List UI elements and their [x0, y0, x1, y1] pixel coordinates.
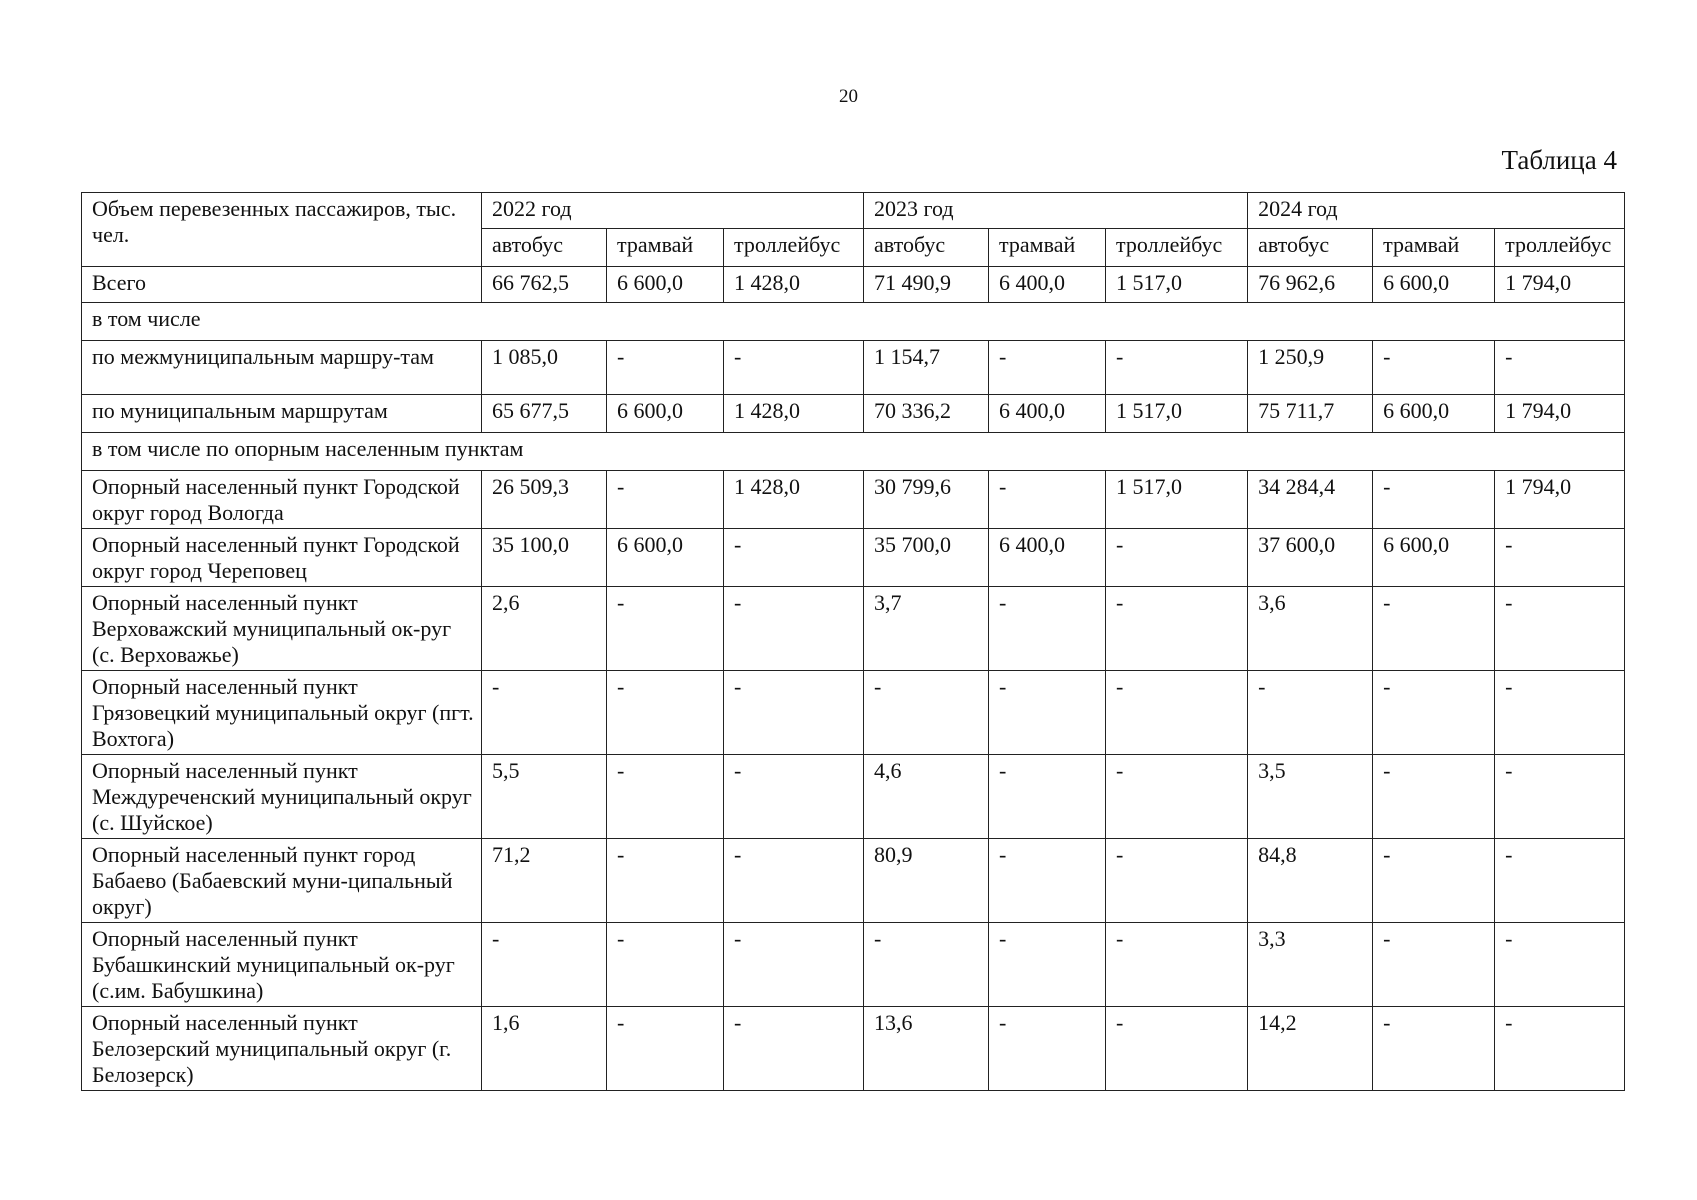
row-label: по межмуниципальным маршру-там	[82, 341, 482, 395]
table-cell: -	[607, 1007, 724, 1091]
table-cell: -	[1106, 1007, 1248, 1091]
table-cell: 6 400,0	[989, 267, 1106, 303]
table-cell: -	[1495, 671, 1625, 755]
row-label: по муниципальным маршрутам	[82, 395, 482, 433]
table-cell: -	[864, 671, 989, 755]
table-cell: -	[1373, 923, 1495, 1007]
table-cell: -	[607, 755, 724, 839]
table-cell: -	[1495, 923, 1625, 1007]
table-cell: 6 400,0	[989, 529, 1106, 587]
table-cell: 1 154,7	[864, 341, 989, 395]
table-cell: 1 428,0	[724, 471, 864, 529]
table-cell: -	[989, 587, 1106, 671]
table-cell: -	[1373, 471, 1495, 529]
table-cell: 71,2	[482, 839, 607, 923]
table-cell: -	[724, 671, 864, 755]
table-cell: 3,6	[1248, 587, 1373, 671]
table-row-including-hubs	[82, 433, 1625, 471]
table-cell: 3,5	[1248, 755, 1373, 839]
table-cell: 34 284,4	[1248, 471, 1373, 529]
table-cell: -	[989, 1007, 1106, 1091]
table-row-hub	[82, 755, 1625, 839]
row-label: Опорный населенный пункт Грязовецкий муниципальный округ (пгт. Вохтога)	[82, 671, 482, 755]
table-cell: 70 336,2	[864, 395, 989, 433]
table-cell: -	[1106, 529, 1248, 587]
passenger-volume-table	[81, 192, 1625, 1091]
table-cell: 6 600,0	[1373, 395, 1495, 433]
table-cell: 6 400,0	[989, 395, 1106, 433]
table-cell: 5,5	[482, 755, 607, 839]
table-cell: 6 600,0	[1373, 267, 1495, 303]
transport-kind-header: троллейбус	[1495, 229, 1625, 267]
table-cell: 3,3	[1248, 923, 1373, 1007]
row-label: Опорный населенный пункт Белозерский муниципальный округ (г. Белозерск)	[82, 1007, 482, 1091]
corner-header: Объем перевезенных пассажиров, тыс. чел.	[82, 193, 482, 267]
row-label: Опорный населенный пункт город Бабаево (Бабаевский муни-ципальный округ)	[82, 839, 482, 923]
table-cell: -	[607, 471, 724, 529]
table-row-intermunicipal	[82, 341, 1625, 395]
table-cell: 1 517,0	[1106, 395, 1248, 433]
table-cell: -	[1495, 341, 1625, 395]
table-cell: -	[607, 587, 724, 671]
table-cell: -	[1106, 341, 1248, 395]
table-cell: 66 762,5	[482, 267, 607, 303]
transport-kind-header: трамвай	[1373, 229, 1495, 267]
table-row-municipal	[82, 395, 1625, 433]
table-cell: -	[989, 839, 1106, 923]
table-cell: -	[989, 755, 1106, 839]
table-cell: 30 799,6	[864, 471, 989, 529]
table-cell: -	[724, 839, 864, 923]
table-row-total	[82, 267, 1625, 303]
table-cell: 80,9	[864, 839, 989, 923]
page-number: 20	[839, 86, 858, 107]
table-cell: -	[1106, 923, 1248, 1007]
table-cell: -	[989, 671, 1106, 755]
table-cell: 1 517,0	[1106, 471, 1248, 529]
table-cell: -	[724, 923, 864, 1007]
table-cell: 6 600,0	[607, 267, 724, 303]
table-cell: -	[482, 923, 607, 1007]
table-cell: 6 600,0	[607, 529, 724, 587]
table-cell: 1 794,0	[1495, 471, 1625, 529]
table-cell: 1 428,0	[724, 267, 864, 303]
table-cell: 1 794,0	[1495, 395, 1625, 433]
table-cell: -	[607, 923, 724, 1007]
table-cell: -	[1106, 755, 1248, 839]
table-cell: 26 509,3	[482, 471, 607, 529]
year-header: 2024 год	[1248, 193, 1625, 229]
table-cell: -	[989, 341, 1106, 395]
table-cell: 14,2	[1248, 1007, 1373, 1091]
table-cell: 76 962,6	[1248, 267, 1373, 303]
table-row-hub	[82, 529, 1625, 587]
table-cell: 13,6	[864, 1007, 989, 1091]
table-label: Таблица 4	[1501, 145, 1617, 175]
table-cell: -	[1373, 671, 1495, 755]
table-cell: -	[989, 471, 1106, 529]
table-cell: 1,6	[482, 1007, 607, 1091]
table-cell: 1 794,0	[1495, 267, 1625, 303]
table-row-hub	[82, 671, 1625, 755]
table-row-hub	[82, 587, 1625, 671]
table-cell: 6 600,0	[607, 395, 724, 433]
table-cell: -	[724, 587, 864, 671]
transport-kind-header: троллейбус	[1106, 229, 1248, 267]
table-cell: 37 600,0	[1248, 529, 1373, 587]
table-cell: 35 100,0	[482, 529, 607, 587]
table-cell: 65 677,5	[482, 395, 607, 433]
table-cell: 4,6	[864, 755, 989, 839]
row-label: Опорный населенный пункт Междуреченский муниципальный округ (с. Шуйское)	[82, 755, 482, 839]
table-cell: -	[1373, 587, 1495, 671]
table-cell: 71 490,9	[864, 267, 989, 303]
transport-kind-header: трамвай	[607, 229, 724, 267]
table-row-hub	[82, 923, 1625, 1007]
row-label: Всего	[82, 267, 482, 303]
table-cell: -	[989, 923, 1106, 1007]
table-cell: -	[1106, 587, 1248, 671]
table-cell: -	[1106, 839, 1248, 923]
table-cell: -	[607, 839, 724, 923]
table-cell: 1 428,0	[724, 395, 864, 433]
table-row-hub	[82, 839, 1625, 923]
transport-kind-header: автобус	[1248, 229, 1373, 267]
year-header: 2023 год	[864, 193, 1248, 229]
table-cell: -	[1248, 671, 1373, 755]
table-cell: -	[607, 341, 724, 395]
table-cell: -	[1373, 755, 1495, 839]
table-cell: -	[607, 671, 724, 755]
table-cell: 35 700,0	[864, 529, 989, 587]
table-cell: -	[1495, 587, 1625, 671]
row-label: Опорный населенный пункт Городской округ город Череповец	[82, 529, 482, 587]
table-cell: 1 517,0	[1106, 267, 1248, 303]
table-row-including	[82, 303, 1625, 341]
table-cell: -	[864, 923, 989, 1007]
table-cell: 3,7	[864, 587, 989, 671]
table-cell: -	[1495, 839, 1625, 923]
table-cell: -	[1373, 1007, 1495, 1091]
transport-kind-header: автобус	[864, 229, 989, 267]
table-cell: -	[1495, 529, 1625, 587]
table-cell: -	[1373, 839, 1495, 923]
table-cell: 6 600,0	[1373, 529, 1495, 587]
section-label: в том числе	[82, 303, 1625, 341]
table-cell: 2,6	[482, 587, 607, 671]
section-label: в том числе по опорным населенным пунктам	[82, 433, 1625, 471]
table-cell: -	[724, 341, 864, 395]
table-cell: -	[482, 671, 607, 755]
table-cell: -	[724, 755, 864, 839]
table-row-hub	[82, 1007, 1625, 1091]
table-cell: -	[1495, 755, 1625, 839]
table-row-hub	[82, 471, 1625, 529]
transport-kind-header: автобус	[482, 229, 607, 267]
table-cell: -	[724, 1007, 864, 1091]
header-row-years	[82, 193, 1625, 229]
row-label: Опорный населенный пункт Бубашкинский муниципальный ок-руг (с.им. Бабушкина)	[82, 923, 482, 1007]
table-cell: 75 711,7	[1248, 395, 1373, 433]
row-label: Опорный населенный пункт Городской округ город Вологда	[82, 471, 482, 529]
table-cell: 84,8	[1248, 839, 1373, 923]
row-label: Опорный населенный пункт Верховажский муниципальный ок-руг (с. Верховажье)	[82, 587, 482, 671]
table-cell: 1 250,9	[1248, 341, 1373, 395]
table-cell: 1 085,0	[482, 341, 607, 395]
transport-kind-header: троллейбус	[724, 229, 864, 267]
table-cell: -	[1495, 1007, 1625, 1091]
year-header: 2022 год	[482, 193, 864, 229]
table-cell: -	[724, 529, 864, 587]
transport-kind-header: трамвай	[989, 229, 1106, 267]
table-cell: -	[1106, 671, 1248, 755]
table-cell: -	[1373, 341, 1495, 395]
